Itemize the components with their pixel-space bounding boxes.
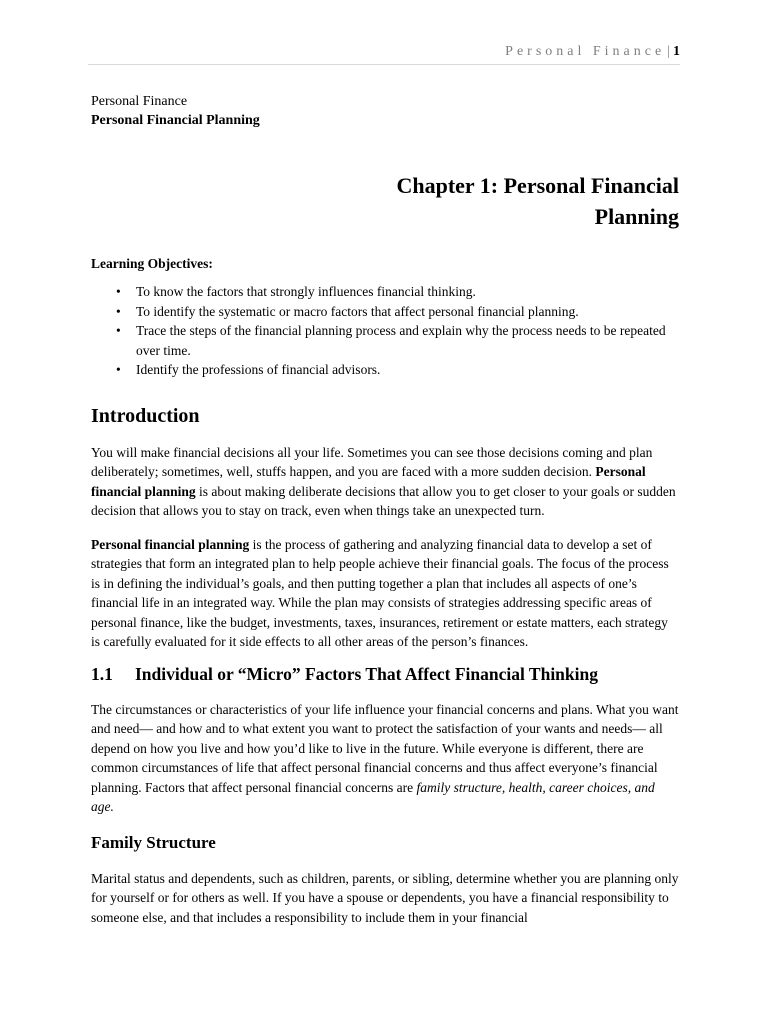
introduction-paragraph-2	[91, 535, 679, 652]
chapter-title-line-2: Planning	[594, 204, 679, 229]
list-item	[116, 282, 679, 302]
document-body	[91, 92, 679, 927]
running-header	[505, 44, 680, 60]
chapter-title-line-1: Chapter 1: Personal Financial	[396, 173, 679, 198]
bullet-icon: •	[116, 323, 121, 338]
objective-text: To know the factors that strongly influences financial thinking.	[136, 284, 476, 299]
italic-factors: family structure, health, career choices, and age.	[91, 779, 655, 814]
list-item	[116, 360, 679, 380]
document-title: Personal Financial Planning	[91, 113, 260, 128]
learning-objectives-list	[91, 282, 679, 380]
chapter-title	[91, 170, 679, 232]
header-rule	[88, 64, 680, 65]
bullet-icon: •	[116, 362, 121, 377]
learning-objectives-label: Learning Objectives:	[91, 256, 213, 271]
paragraph-text: is the process of gathering and analyzing financial data to develop a set of strategies that form an integrated plan to help people achieve their financial goals. The focus of the process is in defining the individual’s goals, and then putting together a plan that includes all aspects of one’s financial life in an integrated way. While the plan may consists of strategies addressing specific areas of personal finance, like the budget, investments, taxes, insurances, retirement or estate matters, each strategy is carefully evaluated for it side effects to all other areas of the person’s finances.	[91, 536, 669, 649]
bold-term: Personal financial planning	[91, 464, 646, 499]
list-item	[116, 302, 679, 322]
paragraph-text: is about making deliberate decisions that allow you to get closer to your goals or sudden decision that allows you to stay on track, even when things take an unexpected turn.	[91, 483, 676, 518]
section-1-1-heading	[91, 662, 679, 686]
bullet-icon: •	[116, 284, 121, 299]
bullet-icon: •	[116, 303, 121, 319]
family-structure-paragraph: Marital status and dependents, such as children, parents, or sibling, determine whether you are planning only for yourself or for others as well. If you have a spouse or dependents, you have a financial responsibility to someone else, and that includes a responsibility to include them in your financial	[91, 870, 679, 925]
section-1-1-paragraph	[91, 700, 679, 817]
family-structure-heading: Family Structure	[91, 832, 216, 852]
objective-text: Trace the steps of the financial planning process and explain why the process needs to be repeated over time.	[136, 323, 666, 358]
section-number: 1.1	[91, 663, 113, 684]
paragraph-text: The circumstances or characteristics of your life influence your financial concerns and plans. What you want and need— and how and to what extent you want to protect the satisfaction of your wants and needs— all depend on how you live and how you’d like to live in the future. While everyone is different, there are common circumstances of life that affect personal financial concerns and thus affect everyone’s financial planning. Factors that affect personal financial concerns are	[91, 701, 679, 795]
section-title: Individual or “Micro” Factors That Affect Financial Thinking	[135, 663, 598, 684]
course-title: Personal Finance	[91, 94, 188, 109]
objective-text: Identify the professions of financial advisors.	[136, 362, 381, 377]
paragraph-text: You will make financial decisions all your life. Sometimes you can see those decisions coming and plan deliberately; sometimes, well, stuffs happen, and you are faced with a more sudden decision.	[91, 444, 653, 479]
introduction-heading: Introduction	[91, 404, 200, 427]
bold-term: Personal financial planning	[91, 536, 250, 552]
objective-text: To identify the systematic or macro factors that affect personal financial planning.	[136, 303, 579, 319]
introduction-paragraph-1	[91, 443, 679, 521]
running-header-separator: |	[667, 44, 670, 59]
page-number: 1	[673, 44, 680, 59]
running-header-title: Personal Finance	[505, 44, 666, 59]
list-item	[116, 321, 679, 360]
